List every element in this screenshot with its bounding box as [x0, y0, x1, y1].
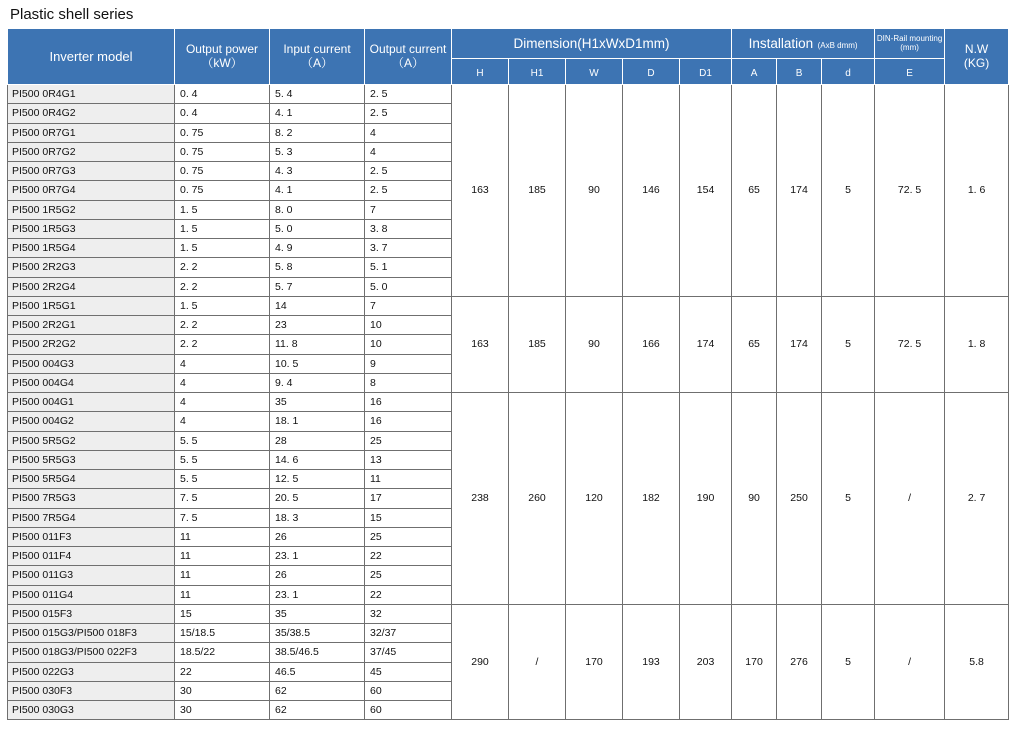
cell-output-current: 16 [365, 412, 452, 431]
cell-output-power: 5. 5 [175, 431, 270, 450]
cell-output-power: 11 [175, 527, 270, 546]
header-output-power: Output power （kW） [175, 29, 270, 85]
cell-output-current: 32/37 [365, 624, 452, 643]
cell-input-current: 5. 8 [270, 258, 365, 277]
cell-input-current: 14. 6 [270, 450, 365, 469]
header-net-weight: N.W (KG) [945, 29, 1009, 85]
cell-input-current: 46.5 [270, 662, 365, 681]
cell-output-power: 1. 5 [175, 200, 270, 219]
cell-input-current: 23 [270, 316, 365, 335]
cell-model: PI500 015F3 [8, 604, 175, 623]
cell-output-current: 2. 5 [365, 162, 452, 181]
cell-model: PI500 030F3 [8, 681, 175, 700]
cell-dim-nw: 1. 8 [945, 296, 1009, 392]
cell-dim-d: 146 [623, 85, 680, 297]
cell-output-power: 5. 5 [175, 470, 270, 489]
cell-model: PI500 011G3 [8, 566, 175, 585]
cell-output-power: 4 [175, 373, 270, 392]
cell-input-current: 8. 2 [270, 123, 365, 142]
cell-dim-b: 276 [777, 604, 822, 720]
cell-dim-w: 90 [566, 85, 623, 297]
cell-model: PI500 5R5G4 [8, 470, 175, 489]
cell-output-current: 7 [365, 296, 452, 315]
cell-dim-h: 163 [452, 85, 509, 297]
cell-dim-d: 5 [822, 393, 875, 605]
cell-output-current: 10 [365, 316, 452, 335]
cell-model: PI500 004G1 [8, 393, 175, 412]
cell-model: PI500 0R7G1 [8, 123, 175, 142]
cell-output-current: 10 [365, 335, 452, 354]
cell-input-current: 38.5/46.5 [270, 643, 365, 662]
cell-output-power: 0. 75 [175, 181, 270, 200]
cell-output-power: 0. 75 [175, 142, 270, 161]
cell-output-power: 30 [175, 701, 270, 720]
cell-output-power: 4 [175, 412, 270, 431]
subheader-b: B [777, 59, 822, 85]
cell-dim-w: 170 [566, 604, 623, 720]
cell-output-current: 3. 8 [365, 219, 452, 238]
cell-model: PI500 018G3/PI500 022F3 [8, 643, 175, 662]
cell-dim-d: 182 [623, 393, 680, 605]
cell-input-current: 5. 3 [270, 142, 365, 161]
cell-input-current: 26 [270, 527, 365, 546]
cell-output-current: 25 [365, 527, 452, 546]
cell-output-power: 1. 5 [175, 296, 270, 315]
cell-model: PI500 2R2G3 [8, 258, 175, 277]
cell-dim-d: 5 [822, 85, 875, 297]
cell-output-power: 11 [175, 547, 270, 566]
cell-dim-a: 65 [732, 85, 777, 297]
cell-output-current: 15 [365, 508, 452, 527]
cell-input-current: 18. 1 [270, 412, 365, 431]
cell-output-current: 2. 5 [365, 181, 452, 200]
cell-output-power: 7. 5 [175, 489, 270, 508]
cell-dim-a: 65 [732, 296, 777, 392]
header-inverter-model: Inverter model [8, 29, 175, 85]
cell-output-current: 11 [365, 470, 452, 489]
cell-output-power: 0. 4 [175, 104, 270, 123]
cell-output-power: 7. 5 [175, 508, 270, 527]
cell-dim-d: 166 [623, 296, 680, 392]
subheader-d1: D1 [680, 59, 732, 85]
cell-input-current: 35 [270, 604, 365, 623]
cell-output-power: 2. 2 [175, 316, 270, 335]
cell-model: PI500 7R5G3 [8, 489, 175, 508]
cell-model: PI500 0R7G3 [8, 162, 175, 181]
cell-input-current: 11. 8 [270, 335, 365, 354]
cell-output-power: 0. 4 [175, 85, 270, 104]
cell-output-current: 4 [365, 142, 452, 161]
cell-model: PI500 011F4 [8, 547, 175, 566]
cell-input-current: 9. 4 [270, 373, 365, 392]
cell-dim-nw: 5.8 [945, 604, 1009, 720]
cell-input-current: 8. 0 [270, 200, 365, 219]
cell-dim-e: 72. 5 [875, 85, 945, 297]
cell-input-current: 4. 9 [270, 239, 365, 258]
cell-output-power: 15 [175, 604, 270, 623]
cell-input-current: 62 [270, 681, 365, 700]
cell-input-current: 23. 1 [270, 585, 365, 604]
table-row [8, 604, 1009, 623]
cell-model: PI500 1R5G1 [8, 296, 175, 315]
cell-output-power: 11 [175, 585, 270, 604]
cell-output-current: 45 [365, 662, 452, 681]
cell-input-current: 23. 1 [270, 547, 365, 566]
cell-input-current: 5. 0 [270, 219, 365, 238]
cell-dim-e: / [875, 604, 945, 720]
cell-output-power: 22 [175, 662, 270, 681]
cell-model: PI500 0R4G1 [8, 85, 175, 104]
cell-model: PI500 015G3/PI500 018F3 [8, 624, 175, 643]
subheader-w: W [566, 59, 623, 85]
cell-dim-nw: 1. 6 [945, 85, 1009, 297]
cell-dim-b: 174 [777, 296, 822, 392]
cell-dim-nw: 2. 7 [945, 393, 1009, 605]
cell-output-power: 2. 2 [175, 258, 270, 277]
spec-table [7, 28, 1009, 720]
cell-model: PI500 004G3 [8, 354, 175, 373]
cell-input-current: 4. 1 [270, 104, 365, 123]
cell-dim-h1: 185 [509, 85, 566, 297]
cell-output-power: 2. 2 [175, 277, 270, 296]
cell-dim-w: 120 [566, 393, 623, 605]
cell-dim-h: 290 [452, 604, 509, 720]
cell-output-current: 4 [365, 123, 452, 142]
cell-output-current: 2. 5 [365, 104, 452, 123]
table-row [8, 393, 1009, 412]
cell-output-current: 17 [365, 489, 452, 508]
cell-output-current: 60 [365, 701, 452, 720]
cell-input-current: 4. 3 [270, 162, 365, 181]
cell-model: PI500 1R5G4 [8, 239, 175, 258]
cell-output-power: 4 [175, 354, 270, 373]
cell-dim-h: 238 [452, 393, 509, 605]
cell-input-current: 12. 5 [270, 470, 365, 489]
cell-output-current: 5. 1 [365, 258, 452, 277]
cell-model: PI500 0R7G2 [8, 142, 175, 161]
cell-dim-e: 72. 5 [875, 296, 945, 392]
cell-output-current: 3. 7 [365, 239, 452, 258]
cell-dim-e: / [875, 393, 945, 605]
cell-model: PI500 5R5G2 [8, 431, 175, 450]
cell-output-current: 7 [365, 200, 452, 219]
cell-dim-d1: 174 [680, 296, 732, 392]
cell-dim-h1: 260 [509, 393, 566, 605]
cell-dim-a: 170 [732, 604, 777, 720]
cell-output-current: 60 [365, 681, 452, 700]
subheader-h1: H1 [509, 59, 566, 85]
cell-model: PI500 5R5G3 [8, 450, 175, 469]
cell-output-current: 22 [365, 547, 452, 566]
subheader-a: A [732, 59, 777, 85]
header-input-current: Input current （A） [270, 29, 365, 85]
header-output-current: Output current （A） [365, 29, 452, 85]
cell-input-current: 14 [270, 296, 365, 315]
cell-model: PI500 0R7G4 [8, 181, 175, 200]
cell-input-current: 4. 1 [270, 181, 365, 200]
cell-dim-d: 5 [822, 296, 875, 392]
cell-input-current: 35/38.5 [270, 624, 365, 643]
cell-model: PI500 030G3 [8, 701, 175, 720]
cell-output-current: 25 [365, 431, 452, 450]
cell-dim-d: 193 [623, 604, 680, 720]
cell-output-current: 25 [365, 566, 452, 585]
cell-model: PI500 7R5G4 [8, 508, 175, 527]
cell-dim-h1: 185 [509, 296, 566, 392]
cell-dim-d1: 154 [680, 85, 732, 297]
cell-input-current: 20. 5 [270, 489, 365, 508]
cell-output-power: 1. 5 [175, 219, 270, 238]
header-dimension: Dimension(H1xWxD1mm) [452, 29, 732, 59]
cell-output-power: 11 [175, 566, 270, 585]
cell-dim-b: 174 [777, 85, 822, 297]
cell-input-current: 26 [270, 566, 365, 585]
cell-input-current: 28 [270, 431, 365, 450]
cell-input-current: 35 [270, 393, 365, 412]
cell-output-current: 8 [365, 373, 452, 392]
cell-dim-b: 250 [777, 393, 822, 605]
cell-model: PI500 011F3 [8, 527, 175, 546]
header-installation: Installation (AxB dmm) [732, 29, 875, 59]
cell-dim-w: 90 [566, 296, 623, 392]
cell-dim-h1: / [509, 604, 566, 720]
table-row [8, 296, 1009, 315]
cell-model: PI500 1R5G2 [8, 200, 175, 219]
cell-model: PI500 011G4 [8, 585, 175, 604]
cell-input-current: 5. 7 [270, 277, 365, 296]
cell-output-power: 2. 2 [175, 335, 270, 354]
cell-output-power: 15/18.5 [175, 624, 270, 643]
cell-input-current: 5. 4 [270, 85, 365, 104]
cell-model: PI500 0R4G2 [8, 104, 175, 123]
cell-model: PI500 1R5G3 [8, 219, 175, 238]
cell-output-power: 5. 5 [175, 450, 270, 469]
cell-output-current: 32 [365, 604, 452, 623]
page-title: Plastic shell series [10, 6, 134, 23]
cell-dim-h: 163 [452, 296, 509, 392]
cell-output-power: 0. 75 [175, 123, 270, 142]
cell-model: PI500 2R2G2 [8, 335, 175, 354]
cell-model: PI500 2R2G4 [8, 277, 175, 296]
cell-model: PI500 004G2 [8, 412, 175, 431]
cell-model: PI500 2R2G1 [8, 316, 175, 335]
cell-output-current: 9 [365, 354, 452, 373]
cell-dim-d: 5 [822, 604, 875, 720]
cell-output-power: 30 [175, 681, 270, 700]
cell-output-power: 1. 5 [175, 239, 270, 258]
table-row [8, 85, 1009, 104]
subheader-d-small: d [822, 59, 875, 85]
subheader-d: D [623, 59, 680, 85]
cell-input-current: 18. 3 [270, 508, 365, 527]
cell-output-power: 0. 75 [175, 162, 270, 181]
cell-input-current: 62 [270, 701, 365, 720]
spec-table-body [8, 85, 1009, 720]
cell-output-power: 4 [175, 393, 270, 412]
cell-dim-d1: 203 [680, 604, 732, 720]
cell-dim-d1: 190 [680, 393, 732, 605]
cell-dim-a: 90 [732, 393, 777, 605]
cell-model: PI500 022G3 [8, 662, 175, 681]
cell-model: PI500 004G4 [8, 373, 175, 392]
cell-input-current: 10. 5 [270, 354, 365, 373]
header-din-rail: DIN-Rail mounting (mm) [875, 29, 945, 59]
cell-output-current: 37/45 [365, 643, 452, 662]
cell-output-current: 22 [365, 585, 452, 604]
cell-output-current: 2. 5 [365, 85, 452, 104]
cell-output-current: 16 [365, 393, 452, 412]
cell-output-power: 18.5/22 [175, 643, 270, 662]
subheader-e: E [875, 59, 945, 85]
cell-output-current: 13 [365, 450, 452, 469]
subheader-h: H [452, 59, 509, 85]
cell-output-current: 5. 0 [365, 277, 452, 296]
